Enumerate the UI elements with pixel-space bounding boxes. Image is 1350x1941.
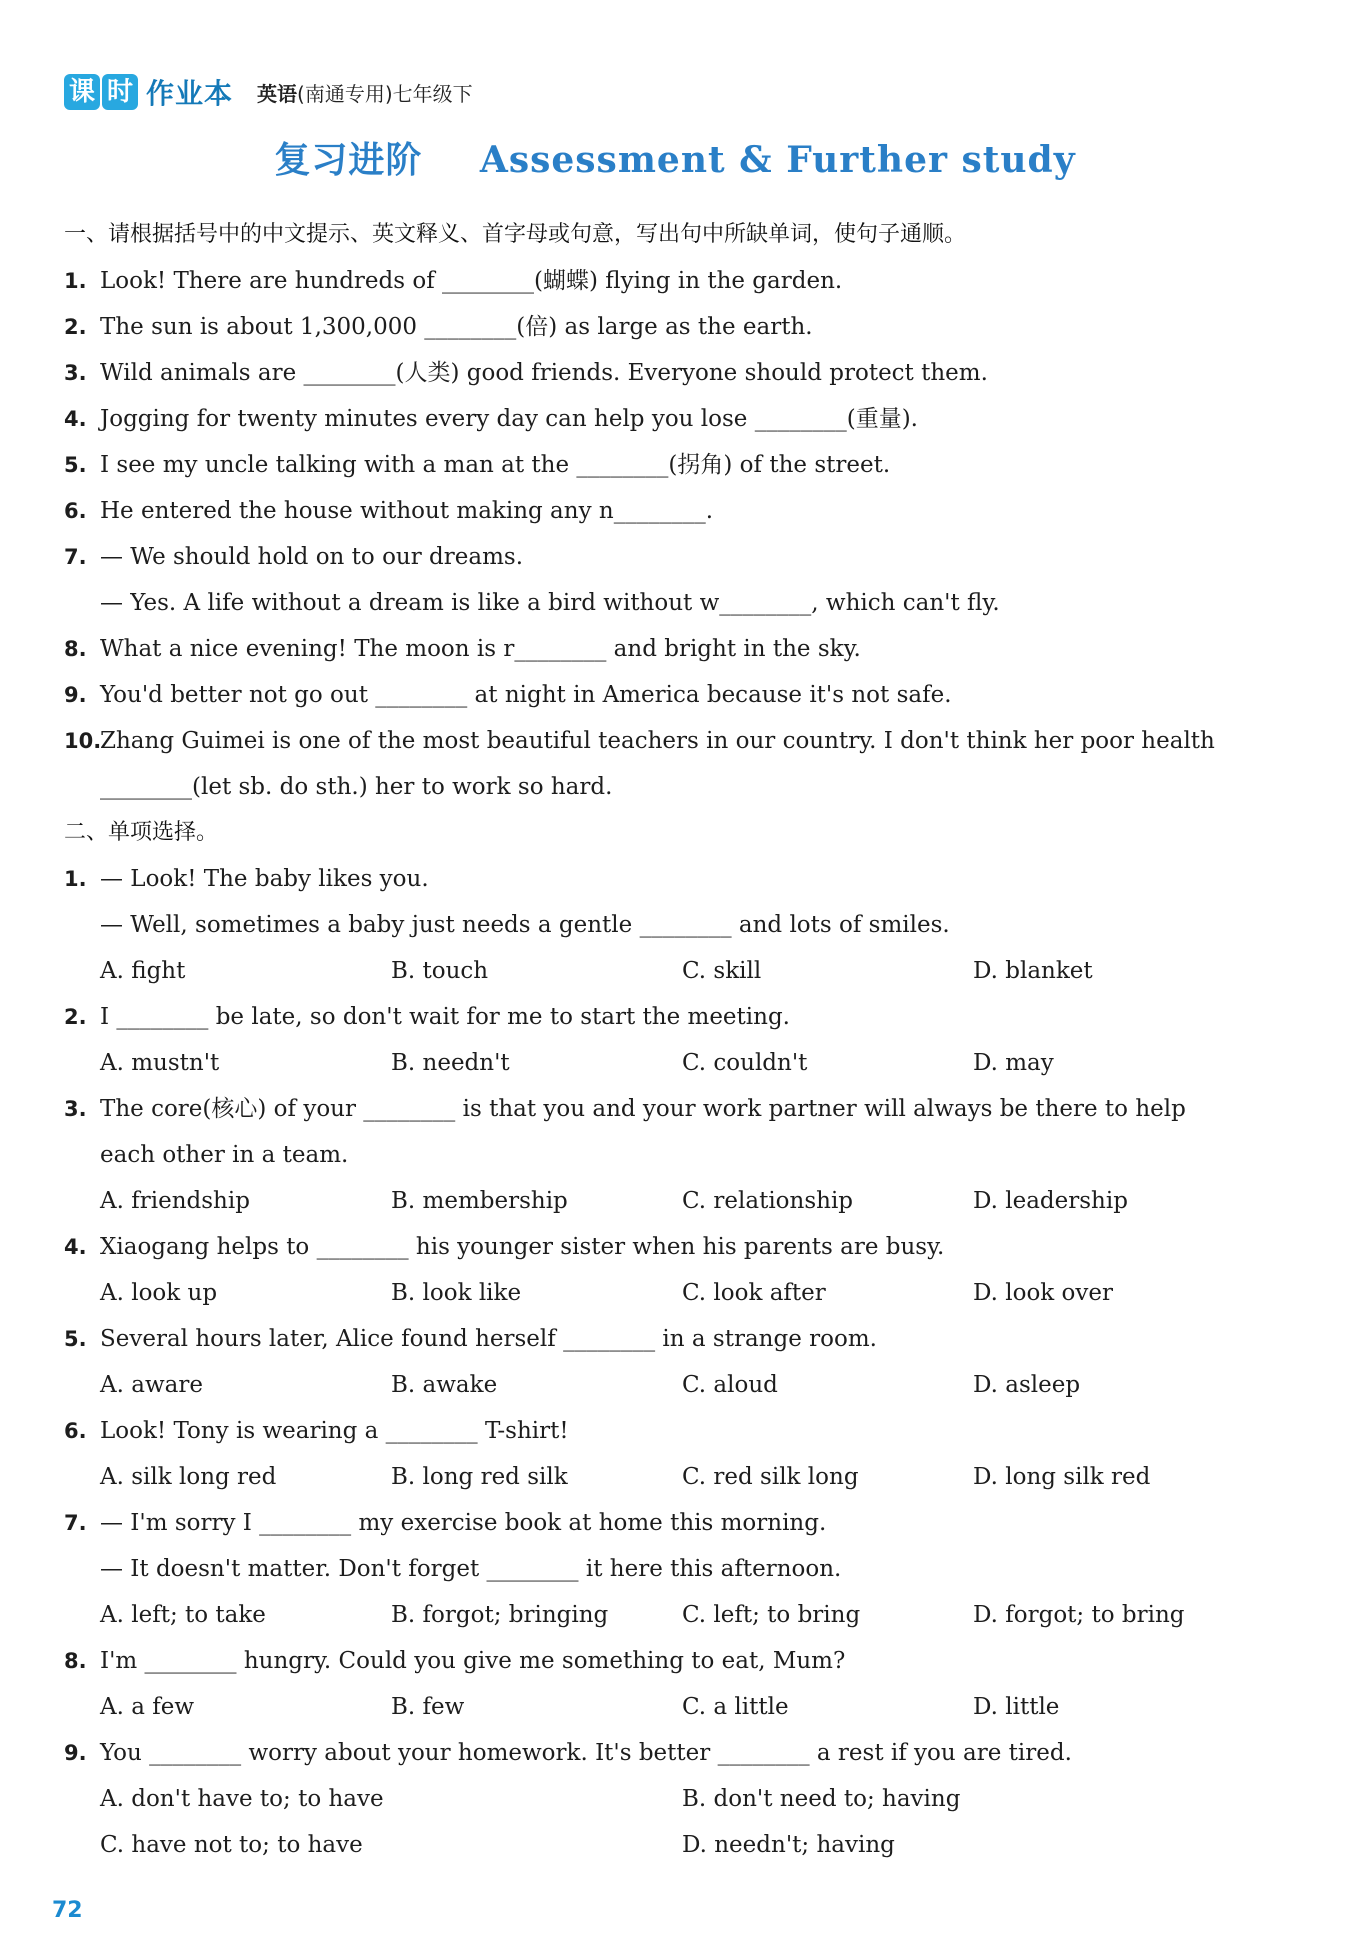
edition-label: (南通专用)七年级下 xyxy=(297,81,473,106)
page-title-en: Assessment & Further study xyxy=(479,139,1076,181)
option-b: B. touch xyxy=(391,958,489,984)
option-a: A. look up xyxy=(100,1280,218,1306)
fill-in-line xyxy=(64,304,1286,350)
option-d: D. long silk red xyxy=(973,1464,1151,1490)
option-c: C. a little xyxy=(682,1694,789,1720)
option-d: D. little xyxy=(973,1694,1060,1720)
question-number: 8. xyxy=(64,1649,87,1673)
question-number: 4. xyxy=(64,1235,87,1259)
option-c: C. couldn't xyxy=(682,1050,808,1076)
answer-options xyxy=(64,1178,1286,1224)
question-line xyxy=(64,1638,1286,1684)
question-number: 1. xyxy=(64,867,87,891)
answer-options xyxy=(64,1684,1286,1730)
option-a: A. left; to take xyxy=(100,1602,266,1628)
question-text: The core(核心) of your ________ is that you and your work partner will always be there to help xyxy=(100,1096,1186,1122)
question-text: — It doesn't matter. Don't forget ________ it here this afternoon. xyxy=(100,1556,842,1582)
question-text: — Look! The baby likes you. xyxy=(100,866,429,892)
question-text: Look! Tony is wearing a ________ T-shirt! xyxy=(100,1418,569,1444)
fill-in-line xyxy=(64,442,1286,488)
option-c: C. left; to bring xyxy=(682,1602,861,1628)
book-subtitle xyxy=(257,78,473,107)
option-b: B. awake xyxy=(391,1372,498,1398)
option-a: A. friendship xyxy=(100,1188,250,1214)
fill-in-line xyxy=(64,258,1286,304)
book-logo xyxy=(64,72,233,112)
item-text: Jogging for twenty minutes every day can help you lose ________(重量). xyxy=(100,406,918,432)
answer-options xyxy=(64,1592,1286,1638)
question-line xyxy=(64,1546,1286,1592)
item-number: 5. xyxy=(64,453,87,477)
fill-in-line xyxy=(64,350,1286,396)
answer-options xyxy=(64,1040,1286,1086)
question-number: 3. xyxy=(64,1097,87,1121)
option-b: B. few xyxy=(391,1694,465,1720)
question-line xyxy=(64,856,1286,902)
question-line xyxy=(64,1316,1286,1362)
question-text: I ________ be late, so don't wait for me to start the meeting. xyxy=(100,1004,790,1030)
item-text: I see my uncle talking with a man at the ________(拐角) of the street. xyxy=(100,452,891,478)
fill-in-line xyxy=(64,626,1286,672)
question-number: 7. xyxy=(64,1511,87,1535)
option-a: A. fight xyxy=(100,958,186,984)
question-text: I'm ________ hungry. Could you give me something to eat, Mum? xyxy=(100,1648,846,1674)
question-line xyxy=(64,1086,1286,1132)
option-d: D. forgot; to bring xyxy=(973,1602,1185,1628)
question-line xyxy=(64,1408,1286,1454)
option-d: D. may xyxy=(973,1050,1054,1076)
option-b: B. don't need to; having xyxy=(682,1786,961,1812)
option-d: D. asleep xyxy=(973,1372,1081,1398)
question-line xyxy=(64,1132,1286,1178)
answer-options xyxy=(64,1270,1286,1316)
item-number: 7. xyxy=(64,545,87,569)
question-line xyxy=(64,994,1286,1040)
item-text: — Yes. A life without a dream is like a bird without w________, which can't fly. xyxy=(100,590,1000,616)
question-number: 9. xyxy=(64,1741,87,1765)
question-text: You ________ worry about your homework. It's better ________ a rest if you are tired. xyxy=(100,1740,1072,1766)
answer-options xyxy=(64,1776,1286,1822)
answer-options xyxy=(64,1454,1286,1500)
option-d: D. look over xyxy=(973,1280,1113,1306)
page-title xyxy=(0,132,1350,183)
question-line xyxy=(64,1224,1286,1270)
option-c: C. relationship xyxy=(682,1188,854,1214)
subject-label: 英语 xyxy=(257,81,298,106)
option-b: B. long red silk xyxy=(391,1464,568,1490)
page-number: 72 xyxy=(52,1898,83,1923)
item-number: 8. xyxy=(64,637,87,661)
question-text: — Well, sometimes a baby just needs a gentle ________ and lots of smiles. xyxy=(100,912,950,938)
question-text: — I'm sorry I ________ my exercise book at home this morning. xyxy=(100,1510,827,1536)
item-number: 1. xyxy=(64,269,87,293)
question-text: each other in a team. xyxy=(100,1142,349,1168)
item-number: 10. xyxy=(64,729,102,753)
option-a: A. mustn't xyxy=(100,1050,220,1076)
option-b: B. forgot; bringing xyxy=(391,1602,609,1628)
item-text: What a nice evening! The moon is r________ and bright in the sky. xyxy=(100,636,861,662)
option-c: C. skill xyxy=(682,958,762,984)
question-text: Xiaogang helps to ________ his younger sister when his parents are busy. xyxy=(100,1234,945,1260)
exercise-content xyxy=(64,212,1286,1868)
option-b: B. look like xyxy=(391,1280,522,1306)
logo-char-1: 课 xyxy=(64,74,100,110)
answer-options xyxy=(64,948,1286,994)
option-c: C. look after xyxy=(682,1280,826,1306)
option-c: C. red silk long xyxy=(682,1464,859,1490)
option-c: C. aloud xyxy=(682,1372,778,1398)
section-2-heading: 二、单项选择。 xyxy=(64,820,219,845)
item-number: 3. xyxy=(64,361,87,385)
item-number: 6. xyxy=(64,499,87,523)
item-text: Wild animals are ________(人类) good friends. Everyone should protect them. xyxy=(100,360,988,386)
option-d: D. leadership xyxy=(973,1188,1128,1214)
item-number: 4. xyxy=(64,407,87,431)
option-d: D. blanket xyxy=(973,958,1093,984)
item-text: You'd better not go out ________ at night in America because it's not safe. xyxy=(100,682,952,708)
logo-char-2: 时 xyxy=(102,74,138,110)
option-a: A. a few xyxy=(100,1694,195,1720)
item-number: 9. xyxy=(64,683,87,707)
item-number: 2. xyxy=(64,315,87,339)
fill-in-line xyxy=(64,534,1286,580)
question-line xyxy=(64,1730,1286,1776)
answer-options xyxy=(64,1822,1286,1868)
question-line xyxy=(64,902,1286,948)
fill-in-line xyxy=(64,396,1286,442)
answer-options xyxy=(64,1362,1286,1408)
fill-in-line xyxy=(64,672,1286,718)
item-text: ________(let sb. do sth.) her to work so hard. xyxy=(100,774,613,800)
item-text: He entered the house without making any n________. xyxy=(100,498,714,524)
question-number: 6. xyxy=(64,1419,87,1443)
question-number: 2. xyxy=(64,1005,87,1029)
question-line xyxy=(64,1500,1286,1546)
item-text: The sun is about 1,300,000 ________(倍) as large as the earth. xyxy=(100,314,813,340)
item-text: — We should hold on to our dreams. xyxy=(100,544,524,570)
option-a: A. don't have to; to have xyxy=(100,1786,384,1812)
page-title-cn: 复习进阶 xyxy=(274,140,423,181)
option-a: A. silk long red xyxy=(100,1464,277,1490)
section-1-heading: 一、请根据括号中的中文提示、英文释义、首字母或句意，写出句中所缺单词，使句子通顺。 xyxy=(64,222,967,247)
option-c: C. have not to; to have xyxy=(100,1832,363,1858)
fill-in-line xyxy=(64,488,1286,534)
item-text: Look! There are hundreds of ________(蝴蝶) flying in the garden. xyxy=(100,268,843,294)
question-number: 5. xyxy=(64,1327,87,1351)
option-b: B. membership xyxy=(391,1188,568,1214)
fill-in-line xyxy=(64,580,1286,626)
option-a: A. aware xyxy=(100,1372,203,1398)
option-d: D. needn't; having xyxy=(682,1832,895,1858)
question-text: Several hours later, Alice found herself ________ in a strange room. xyxy=(100,1326,877,1352)
logo-text: 作业本 xyxy=(146,77,234,110)
fill-in-line xyxy=(64,764,1286,810)
book-header xyxy=(64,70,473,114)
item-text: Zhang Guimei is one of the most beautiful teachers in our country. I don't think her poor health xyxy=(100,728,1215,754)
option-b: B. needn't xyxy=(391,1050,510,1076)
fill-in-line xyxy=(64,718,1286,764)
